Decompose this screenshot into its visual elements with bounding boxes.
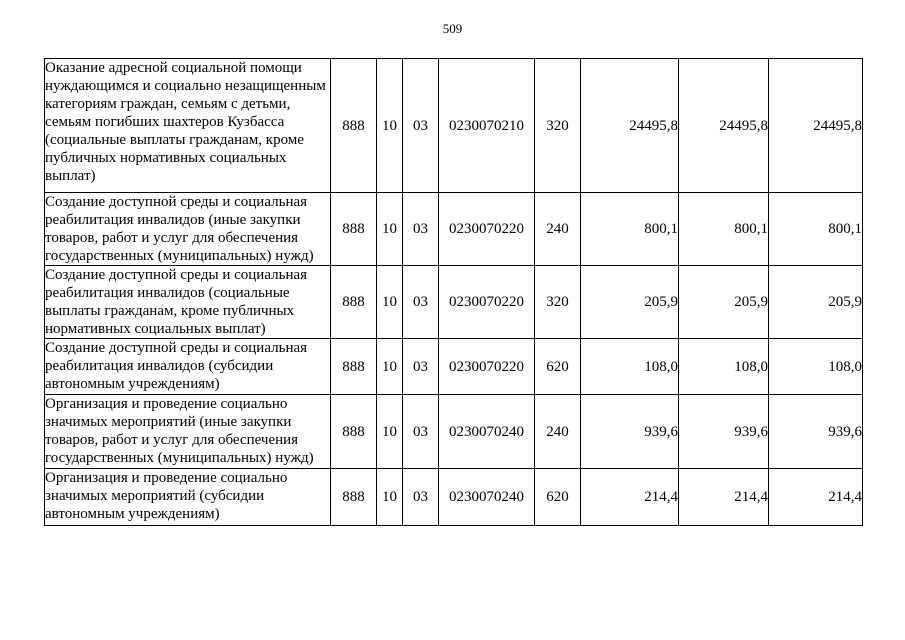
- cell-expense-type-code: 240: [535, 395, 581, 469]
- budget-appropriations-table: [44, 58, 863, 526]
- cell-amount-year-3: 800,1: [769, 193, 863, 266]
- table-row: [45, 469, 863, 526]
- cell-expense-type-code: 240: [535, 193, 581, 266]
- cell-amount-year-2: 800,1: [679, 193, 769, 266]
- cell-expense-name: Создание доступной среды и социальная реабилитация инвалидов (субсидии автономным учреждениям): [45, 339, 331, 395]
- cell-target-article-code: 0230070220: [439, 266, 535, 339]
- cell-target-article-code: 0230070220: [439, 339, 535, 395]
- cell-subsection-code: 03: [403, 266, 439, 339]
- cell-section-code: 10: [377, 59, 403, 193]
- cell-grbs-code: 888: [331, 59, 377, 193]
- cell-expense-type-code: 320: [535, 266, 581, 339]
- cell-expense-name: Организация и проведение социально значимых мероприятий (иные закупки товаров, работ и услуг для обеспечения государственных (муниципальных) нужд): [45, 395, 331, 469]
- table-row: [45, 395, 863, 469]
- cell-amount-year-1: 108,0: [581, 339, 679, 395]
- table-row: [45, 193, 863, 266]
- cell-expense-name: Организация и проведение социально значимых мероприятий (субсидии автономным учреждениям): [45, 469, 331, 526]
- cell-expense-type-code: 620: [535, 469, 581, 526]
- cell-grbs-code: 888: [331, 193, 377, 266]
- cell-grbs-code: 888: [331, 395, 377, 469]
- cell-section-code: 10: [377, 266, 403, 339]
- cell-target-article-code: 0230070240: [439, 469, 535, 526]
- cell-section-code: 10: [377, 339, 403, 395]
- cell-expense-name: Создание доступной среды и социальная реабилитация инвалидов (социальные выплаты гражданам, кроме публичных нормативных социальных выплат): [45, 266, 331, 339]
- cell-expense-type-code: 320: [535, 59, 581, 193]
- cell-amount-year-3: 108,0: [769, 339, 863, 395]
- cell-amount-year-2: 205,9: [679, 266, 769, 339]
- cell-target-article-code: 0230070210: [439, 59, 535, 193]
- cell-amount-year-3: 214,4: [769, 469, 863, 526]
- cell-target-article-code: 0230070240: [439, 395, 535, 469]
- cell-amount-year-3: 205,9: [769, 266, 863, 339]
- cell-section-code: 10: [377, 193, 403, 266]
- table-row: [45, 59, 863, 193]
- cell-amount-year-2: 24495,8: [679, 59, 769, 193]
- cell-amount-year-2: 108,0: [679, 339, 769, 395]
- cell-grbs-code: 888: [331, 469, 377, 526]
- cell-subsection-code: 03: [403, 395, 439, 469]
- table-body: [45, 59, 863, 526]
- cell-amount-year-1: 939,6: [581, 395, 679, 469]
- cell-subsection-code: 03: [403, 339, 439, 395]
- page-number: 509: [442, 21, 463, 36]
- cell-amount-year-1: 214,4: [581, 469, 679, 526]
- cell-target-article-code: 0230070220: [439, 193, 535, 266]
- table-row: [45, 339, 863, 395]
- cell-amount-year-3: 24495,8: [769, 59, 863, 193]
- cell-expense-name: Создание доступной среды и социальная реабилитация инвалидов (иные закупки товаров, работ и услуг для обеспечения государственных (муниципальных) нужд): [45, 193, 331, 266]
- cell-grbs-code: 888: [331, 266, 377, 339]
- cell-amount-year-2: 939,6: [679, 395, 769, 469]
- cell-subsection-code: 03: [403, 59, 439, 193]
- cell-amount-year-1: 800,1: [581, 193, 679, 266]
- cell-amount-year-2: 214,4: [679, 469, 769, 526]
- table-row: [45, 266, 863, 339]
- cell-expense-name: Оказание адресной социальной помощи нуждающимся и социально незащищенным категориям граждан, семьям с детьми, семьям погибших шахтеров Кузбасса (социальные выплаты гражданам, кроме публичных нормативных социальных выплат): [45, 59, 331, 193]
- cell-grbs-code: 888: [331, 339, 377, 395]
- cell-section-code: 10: [377, 395, 403, 469]
- cell-subsection-code: 03: [403, 193, 439, 266]
- cell-expense-type-code: 620: [535, 339, 581, 395]
- cell-amount-year-1: 24495,8: [581, 59, 679, 193]
- cell-subsection-code: 03: [403, 469, 439, 526]
- cell-section-code: 10: [377, 469, 403, 526]
- cell-amount-year-3: 939,6: [769, 395, 863, 469]
- cell-amount-year-1: 205,9: [581, 266, 679, 339]
